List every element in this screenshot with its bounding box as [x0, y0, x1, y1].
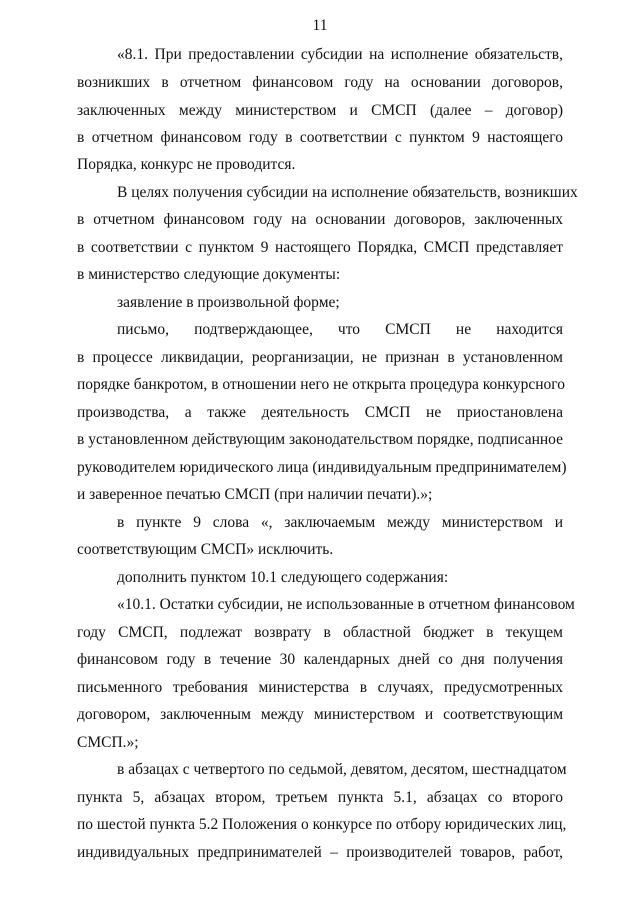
text-line: заявление в произвольной форме;	[117, 294, 340, 311]
text-line: договором, заключенным между министерством и соответствующим	[77, 706, 563, 723]
text-line: в отчетном финансовом году на основании договоров, заключенных	[77, 211, 563, 228]
text-line: производства, а также деятельность СМСП не приостановлена	[77, 404, 563, 421]
text-line: письменного требования министерства в случаях, предусмотренных	[77, 679, 563, 696]
text-line: в пункте 9 слова «, заключаемым между министерством и	[117, 514, 563, 531]
text-line: руководителем юридического лица (индивидуальным предпринимателем)	[77, 459, 567, 476]
text-line: в министерство следующие документы:	[77, 266, 341, 283]
text-line: пункта 5, абзацах втором, третьем пункта 5.1, абзацах со второго	[77, 789, 563, 806]
text-line: письмо, подтверждающее, что СМСП не находится	[117, 321, 563, 338]
text-line: в соответствии с пунктом 9 настоящего Порядка, СМСП представляет	[77, 239, 563, 256]
text-line: финансовом году в течение 30 календарных дней со дня получения	[77, 651, 563, 668]
text-line: индивидуальных предпринимателей – производителей товаров, работ,	[77, 844, 563, 861]
text-line: в установленном действующим законодательством порядке, подписанное	[77, 431, 563, 448]
text-line: и заверенное печатью СМСП (при наличии печати).»;	[77, 486, 433, 503]
text-line: в отчетном финансовом году в соответствии с пунктом 9 настоящего	[77, 129, 563, 146]
text-line: в абзацах с четвертого по седьмой, девятом, десятом, шестнадцатом	[117, 761, 567, 778]
page-number: 11	[312, 17, 328, 34]
text-line: В целях получения субсидии на исполнение обязательств, возникших	[117, 184, 578, 201]
text-line: СМСП.»;	[77, 734, 139, 751]
text-line: «10.1. Остатки субсидии, не использованные в отчетном финансовом	[117, 596, 575, 613]
text-line: «8.1. При предоставлении субсидии на исполнение обязательств,	[117, 46, 563, 63]
text-line: соответствующим СМСП» исключить.	[77, 541, 334, 558]
text-line: заключенных между министерством и СМСП (далее – договор)	[77, 102, 563, 119]
text-line: дополнить пунктом 10.1 следующего содержания:	[117, 569, 449, 586]
text-line: по шестой пункта 5.2 Положения о конкурсе по отбору юридических лиц,	[77, 816, 567, 833]
text-line: возникших в отчетном финансовом году на основании договоров,	[77, 74, 563, 91]
text-line: в процессе ликвидации, реорганизации, не признан в установленном	[77, 349, 563, 366]
text-line: порядке банкротом, в отношении него не открыта процедура конкурсного	[77, 376, 566, 393]
text-line: Порядка, конкурс не проводится.	[77, 156, 296, 173]
text-line: году СМСП, подлежат возврату в областной бюджет в текущем	[77, 624, 563, 641]
